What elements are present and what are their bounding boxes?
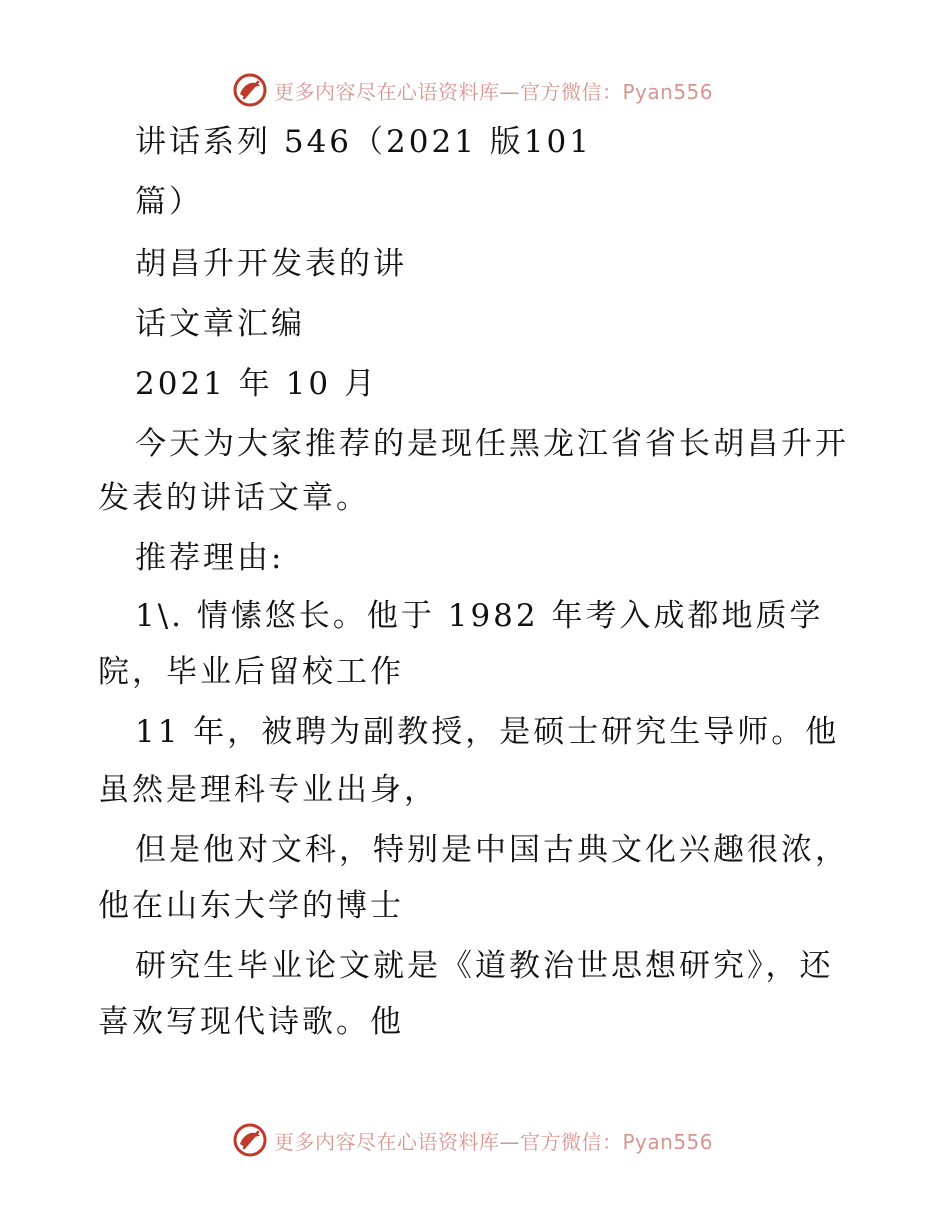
brand-logo-icon bbox=[232, 1122, 268, 1158]
text-line: 2021 年 10 月 bbox=[135, 366, 378, 402]
text-line: 11 年，被聘为副教授，是硕士研究生导师。他 bbox=[135, 714, 840, 750]
text-line: 篇） bbox=[135, 184, 203, 220]
footer-watermark bbox=[232, 1120, 713, 1160]
text-line: 推荐理由: bbox=[135, 540, 285, 576]
watermark-text: 更多内容尽在心语资料库—官方微信：Pyan556 bbox=[274, 1129, 714, 1154]
text-line: 但是他对文科，特别是中国古典文化兴趣很浓， bbox=[135, 832, 849, 868]
text-line: 1\. 情愫悠长。他于 1982 年考入成都地质学 bbox=[135, 598, 824, 634]
text-line: 研究生毕业论文就是《道教治世思想研究》，还 bbox=[135, 948, 834, 984]
text-line: 话文章汇编 bbox=[135, 306, 305, 342]
text-line: 院，毕业后留校工作 bbox=[98, 654, 404, 690]
brand-logo-icon bbox=[232, 72, 268, 108]
text-line: 虽然是理科专业出身， bbox=[98, 772, 438, 808]
text-line: 胡昌升开发表的讲 bbox=[135, 246, 407, 282]
text-line: 发表的讲话文章。 bbox=[98, 480, 370, 516]
text-line: 今天为大家推荐的是现任黑龙江省省长胡昌升开 bbox=[135, 426, 849, 462]
watermark-text: 更多内容尽在心语资料库—官方微信：Pyan556 bbox=[274, 79, 714, 104]
text-line: 他在山东大学的博士 bbox=[98, 888, 404, 924]
header-watermark bbox=[232, 70, 713, 110]
text-line: 讲话系列 546（2021 版101 bbox=[135, 124, 592, 160]
text-line: 喜欢写现代诗歌。他 bbox=[98, 1004, 404, 1040]
